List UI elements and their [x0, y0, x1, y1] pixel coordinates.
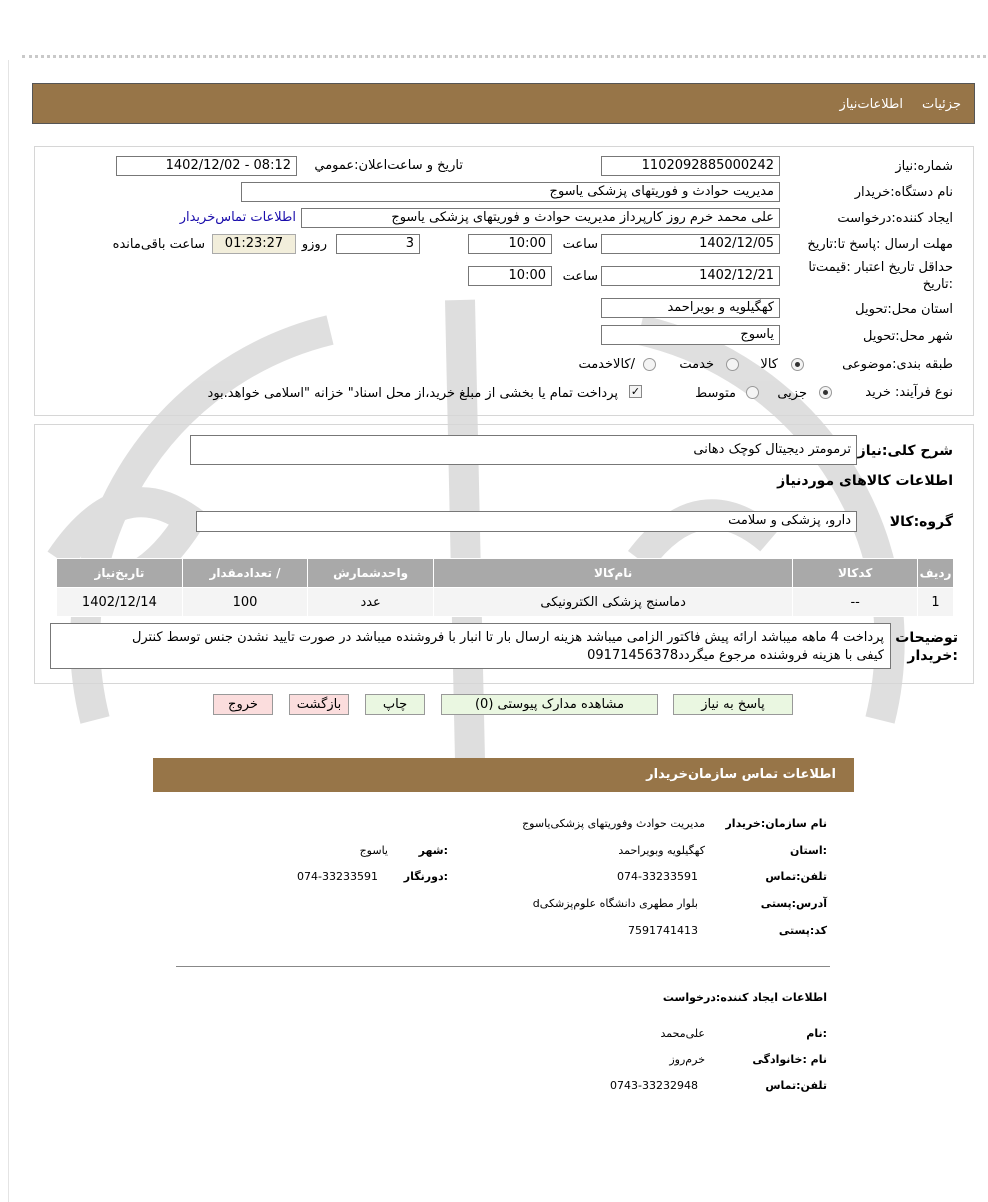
remaining-label: ساعت باقی‌مانده — [112, 237, 205, 252]
back-button[interactable]: بازگشت — [289, 694, 349, 715]
notes-label-line2: :خریدار — [907, 648, 958, 664]
buyer-field: مدیریت حوادث و فوریتهای پزشکی یاسوج — [241, 182, 780, 202]
cell-code: -- — [793, 588, 918, 617]
print-button[interactable]: چاپ — [365, 694, 425, 715]
process-radio-minor[interactable] — [819, 386, 832, 399]
city-field: یاسوج — [601, 325, 780, 345]
col-code: کدکالا — [793, 559, 918, 588]
need-number-label: شماره:نیاز — [895, 159, 953, 174]
left-border-rule — [8, 60, 9, 1202]
process-option-minor: جزیی — [777, 386, 807, 401]
buyer-contact-link[interactable]: اطلاعات تماس‌خریدار — [179, 210, 296, 225]
contact-address-value: بلوار مطهری دانشگاه علوم‌پزشکی‌d — [532, 897, 698, 910]
notes-line-2: کیفی با هزینه فروشنده مرجوع میگردد09171456378 — [587, 648, 884, 663]
table-row — [57, 588, 954, 617]
announce-datetime-field: 1402/12/02 - 08:12 — [116, 156, 297, 176]
reply-button[interactable]: پاسخ به نیاز — [673, 694, 793, 715]
notes-box — [50, 623, 891, 669]
top-dotted-divider — [22, 55, 986, 58]
goods-section-title: اطلاعات کالاهای موردنیاز — [777, 473, 953, 489]
cell-name: دماسنج پزشکی الکترونیکی — [434, 588, 793, 617]
days-field: 3 — [336, 234, 420, 254]
col-quantity: / تعدادمقدار — [182, 559, 307, 588]
contact-province-label: :استان — [790, 844, 827, 857]
tab-need-info[interactable]: اطلاعات‌نیاز — [839, 97, 903, 112]
cell-quantity: 100 — [182, 588, 307, 617]
creator-label: ایجاد کننده:درخواست — [837, 211, 953, 226]
deadline-time-field: 10:00 — [468, 234, 552, 254]
buyer-label: نام دستگاه:خریدار — [854, 185, 953, 200]
category-radio-service[interactable] — [726, 358, 739, 371]
col-name: نام‌کالا — [434, 559, 793, 588]
contact-postal-value: 7591741413 — [628, 924, 698, 937]
payment-checkbox[interactable]: ✓ — [630, 385, 641, 398]
org-label: نام سازمان:خریدار — [725, 817, 827, 830]
deadline-date-field: 1402/12/05 — [601, 234, 780, 254]
view-documents-button[interactable]: مشاهده مدارک پیوستی (0) — [441, 694, 658, 715]
category-radio-goods-service[interactable] — [643, 358, 656, 371]
creator-phone-value: 0743-33232948 — [610, 1079, 698, 1092]
summary-label: شرح کلی:نیاز — [857, 443, 953, 459]
remaining-timer: 01:23:27 — [212, 234, 296, 254]
creator-family-value: خرم‌روز — [669, 1053, 705, 1066]
tab-details[interactable]: جزئیات — [922, 97, 961, 112]
contact-address-label: آدرس:پستی — [760, 897, 827, 910]
contact-phone-label: تلفن:تماس — [765, 870, 827, 883]
deadline-time-label: ساعت — [562, 237, 598, 252]
payment-note: پرداخت تمام یا بخشی از مبلغ خرید،از محل اسناد" خزانه "اسلامی خواهد.بود — [207, 386, 618, 401]
cell-row: 1 — [918, 588, 954, 617]
creator-field: علی محمد خرم روز کارپرداز مدیریت حوادث و فوریتهای پزشکی یاسوج — [301, 208, 780, 228]
validity-time-field: 10:00 — [468, 266, 552, 286]
contact-phone-value: 074-33233591 — [617, 870, 698, 883]
city-label: شهر محل:تحویل — [863, 329, 953, 344]
creator-family-label: نام :خانوادگی — [752, 1053, 827, 1066]
contact-postal-label: کد:پستی — [778, 924, 827, 937]
group-label: گروه:کالا — [889, 514, 953, 530]
page-header-bar — [32, 83, 975, 124]
col-unit: واحدشمارش — [308, 559, 434, 588]
cell-unit: عدد — [308, 588, 434, 617]
notes-line-1: پرداخت 4 ماهه میباشد ارائه پیش فاکتور الزامی میباشد هزینه ارسال بار تا انبار با فروشنده میباشد در صورت تایید نشدن جنس توسط کنترل — [131, 630, 884, 645]
buyer-contact-header — [153, 758, 854, 792]
announce-label: تاریخ و ساعت‌اعلان:عمومي — [314, 158, 463, 173]
contact-divider — [176, 966, 830, 967]
process-option-medium: متوسط — [695, 386, 736, 401]
notes-label-line1: توضیحات — [895, 630, 958, 646]
category-option-goods-service: /کالاخدمت — [578, 357, 635, 372]
validity-label-line2: :تاریخ — [922, 277, 953, 292]
validity-label-line1: حداقل تاریخ اعتبار :قیمت‌تا — [808, 260, 953, 275]
need-number-field: 1102092885000242 — [601, 156, 780, 176]
process-radio-medium[interactable] — [746, 386, 759, 399]
days-label: روزو — [301, 237, 327, 252]
contact-fax-value: 074-33233591 — [297, 870, 378, 883]
province-label: استان محل:تحویل — [855, 302, 953, 317]
creator-name-value: علی‌محمد — [660, 1027, 705, 1040]
creator-phone-label: تلفن:تماس — [765, 1079, 827, 1092]
group-field: دارو، پزشکی و سلامت — [196, 511, 857, 532]
goods-table — [56, 558, 954, 617]
province-field: کهگیلویه و بویراحمد — [601, 298, 780, 318]
buyer-contact-title: اطلاعات تماس سازمان‌خریدار — [646, 767, 836, 782]
category-option-goods: کالا — [760, 357, 778, 372]
category-radio-goods[interactable] — [791, 358, 804, 371]
exit-button[interactable]: خروج — [213, 694, 273, 715]
validity-date-field: 1402/12/21 — [601, 266, 780, 286]
summary-field: ترمومتر دیجیتال کوچک دهانی — [190, 435, 857, 465]
cell-need-date: 1402/12/14 — [57, 588, 183, 617]
category-option-service: خدمت — [679, 357, 714, 372]
col-need-date: تاریخ‌نیاز — [57, 559, 183, 588]
deadline-label: مهلت ارسال :پاسخ تا:تاریخ — [807, 237, 953, 252]
creator-name-label: :نام — [806, 1027, 827, 1040]
validity-time-label: ساعت — [562, 269, 598, 284]
org-value: مدیریت حوادث وفوریتهای پزشکی‌یاسوج — [522, 817, 705, 830]
contact-province-value: کهگیلویه وبویراحمد — [618, 844, 705, 857]
category-label: طبقه بندی:موضوعی — [842, 357, 953, 372]
process-label: نوع فرآیند: خرید — [865, 385, 953, 400]
creator-info-title: اطلاعات ایجاد کننده:درخواست — [662, 991, 827, 1004]
contact-city-value: یاسوج — [359, 844, 388, 857]
contact-city-label: :شهر — [418, 844, 448, 857]
contact-fax-label: :دورنگار — [403, 870, 448, 883]
col-row: ردیف — [918, 559, 954, 588]
